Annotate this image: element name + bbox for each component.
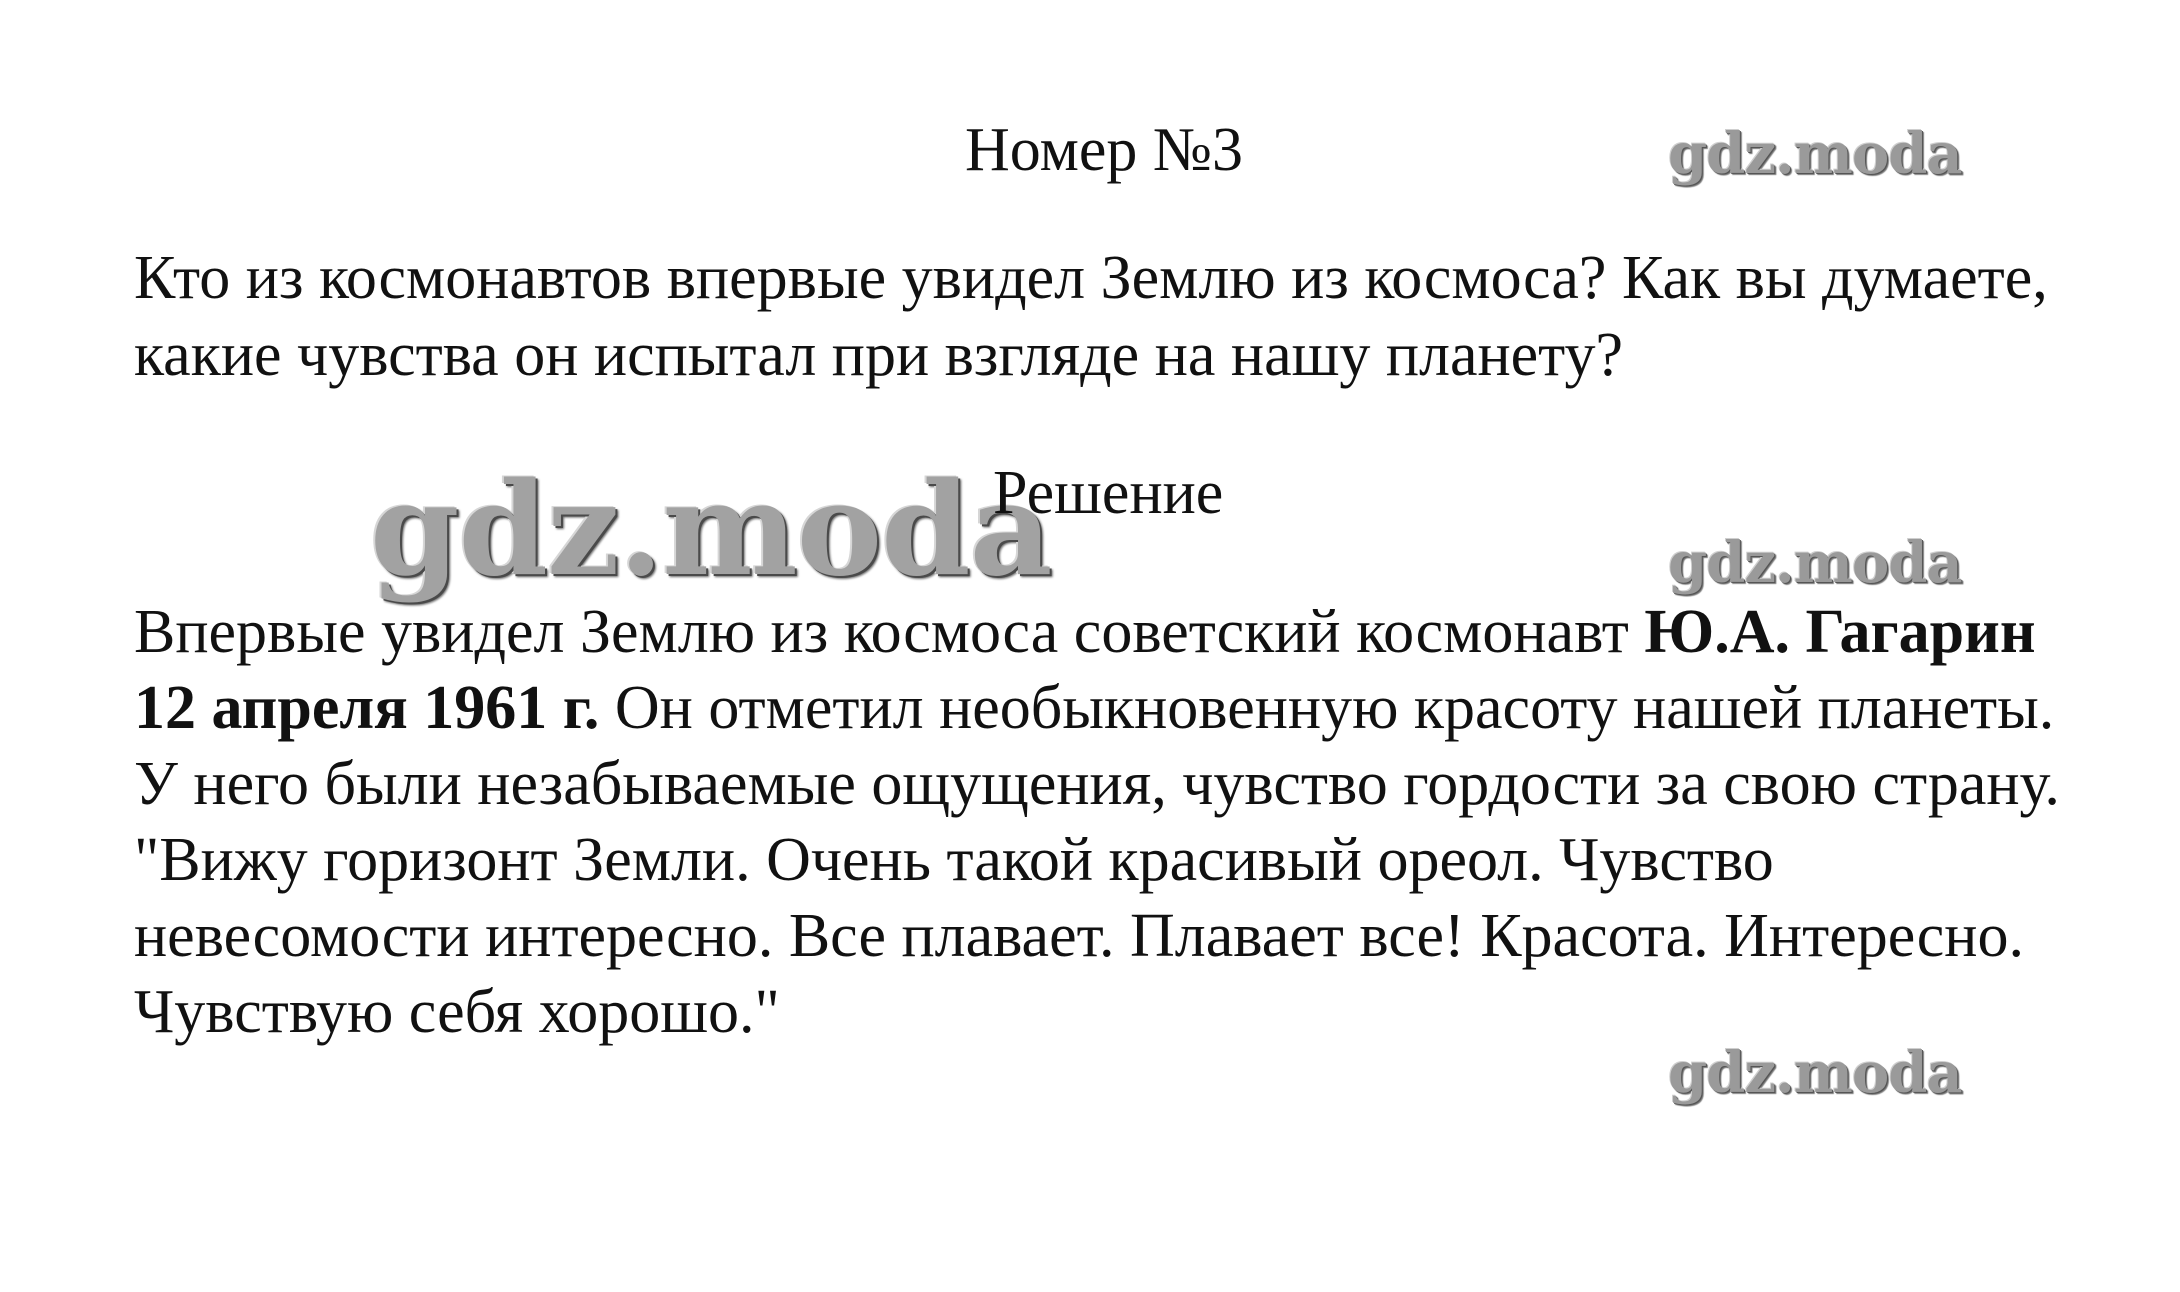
watermark-logo: gdz.moda: [1668, 1040, 1962, 1106]
task-title: Номер №3: [965, 116, 1244, 184]
answer-paragraph-1: [134, 594, 2094, 746]
watermark-logo-large: gdz.moda: [370, 455, 1052, 605]
watermark-logo: gdz.moda: [1668, 121, 1962, 187]
answer-paragraph-2: У него были незабываемые ощущения, чувство гордости за свою страну. "Вижу горизонт Земли. Очень такой красивый ореол. Чувство невесомости интересно. Все плавает. Плавает все! Красота. Интересно. Чувствую себя хорошо.": [134, 750, 2060, 1046]
question-text: Кто из космонавтов впервые увидел Землю из космоса? Как вы думаете, какие чувства он испытал при взгляде на нашу планету?: [134, 244, 2048, 389]
answer-bold-fact: Ю.А. Гагарин 12 апреля 1961 г.: [134, 598, 2036, 742]
answer-text-part: Он отметил необыкновенную красоту нашей планеты.: [599, 674, 2055, 742]
solution-heading: Решение: [993, 459, 1224, 527]
answer-text: [134, 594, 2094, 1050]
watermark-logo: gdz.moda: [1668, 530, 1962, 596]
answer-text-part: Впервые увидел Землю из космоса советский космонавт: [134, 598, 1645, 666]
